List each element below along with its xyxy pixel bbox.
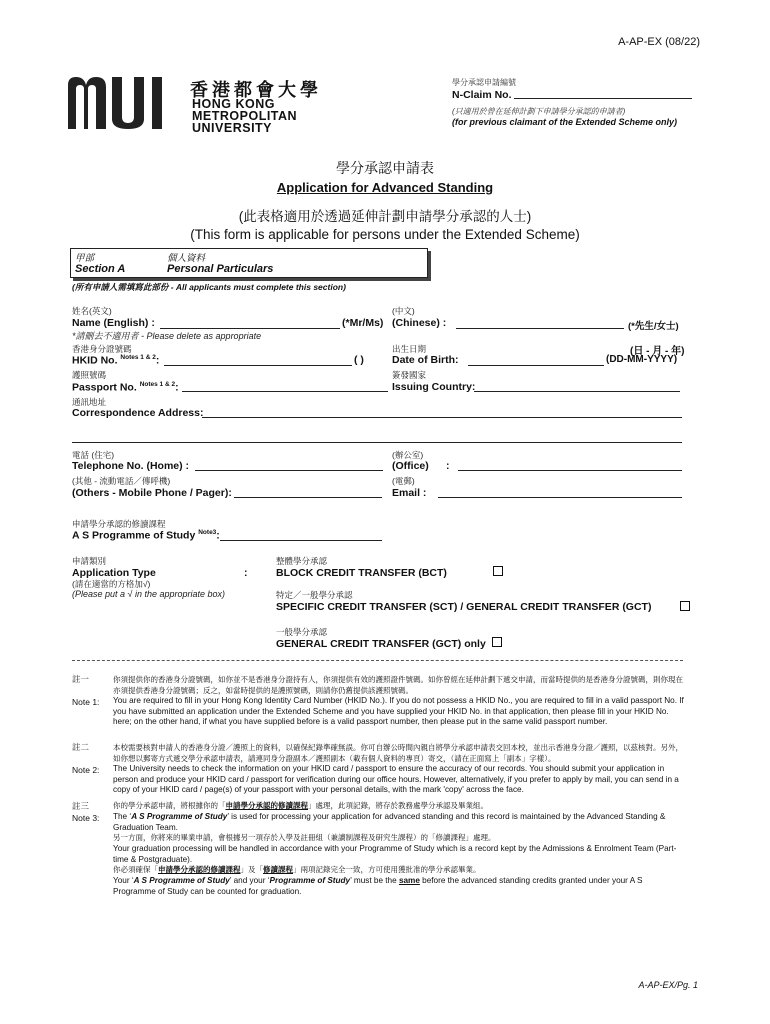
form-title: 學分承認申請表 Application for Advanced Standing (此表格適用於透過延伸計劃申請學分承認的人士) (This form is applicable for persons under the Extended Scheme): [190, 160, 580, 242]
telephone-office-input[interactable]: [458, 470, 682, 471]
address-input-line-1[interactable]: [202, 417, 682, 418]
address-label: Correspondence Address:: [72, 407, 204, 419]
bct-checkbox[interactable]: [493, 566, 503, 576]
telephone-home-label: Telephone No. (Home) :: [72, 460, 190, 472]
claim-number-input[interactable]: [514, 98, 692, 99]
telephone-home-input[interactable]: [195, 470, 383, 471]
passport-input[interactable]: [182, 391, 388, 392]
logo-english-name: HONG KONG METROPOLITAN UNIVERSITY: [192, 97, 298, 135]
telephone-office-label: (Office): [392, 460, 429, 472]
page-footer: A-AP-EX/Pg. 1: [638, 980, 698, 990]
gct-only-checkbox[interactable]: [492, 637, 502, 647]
logo-chinese-name: 香港都會大學: [190, 80, 322, 100]
sct-gct-checkbox[interactable]: [680, 601, 690, 611]
section-a-header: 甲部 個人資料 Section A Personal Particulars: [70, 248, 428, 278]
application-type-label: Application Type: [72, 567, 156, 579]
university-logo-mark: [66, 75, 176, 130]
name-chinese-label: (Chinese) :: [392, 317, 447, 329]
name-english-label: Name (English) :: [72, 317, 155, 329]
mobile-input[interactable]: [234, 497, 382, 498]
gct-only-label: GENERAL CREDIT TRANSFER (GCT) only: [276, 638, 486, 650]
email-label: Email :: [392, 487, 427, 499]
name-chinese-input[interactable]: [456, 328, 624, 329]
passport-label: Passport No. $^{Notes 1 \& 2}$:: [72, 381, 179, 394]
bct-label: BLOCK CREDIT TRANSFER (BCT): [276, 567, 447, 579]
hkid-input[interactable]: [164, 365, 352, 366]
claim-number-block: 學分承認申請編號 N-Claim No. (只適用於曾在延伸計劃下申請學分承認的申請者) (for previous claimant of the Extended Scheme only): [452, 77, 692, 127]
mobile-label: (Others - Mobile Phone / Pager):: [72, 487, 232, 499]
divider: [72, 660, 683, 661]
sct-gct-label: SPECIFIC CREDIT TRANSFER (SCT) / GENERAL CREDIT TRANSFER (GCT): [276, 601, 652, 613]
form-code: A-AP-EX (08/22): [618, 36, 700, 48]
programme-label: A S Programme of Study $^{Note3}$:: [72, 529, 220, 542]
dob-input[interactable]: [468, 365, 604, 366]
issuing-country-label: Issuing Country:: [392, 381, 476, 393]
programme-input[interactable]: [220, 540, 382, 541]
hkid-label: HKID No. $^{Notes 1 \& 2}$:: [72, 354, 160, 367]
issuing-country-input[interactable]: [474, 391, 680, 392]
email-input[interactable]: [438, 497, 682, 498]
address-input-line-2[interactable]: [72, 442, 682, 443]
dob-label: Date of Birth:: [392, 354, 459, 366]
hkid-check-digit[interactable]: ( ): [354, 354, 364, 366]
section-note: (所有申請人需填寫此部份 - All applicants must complete this section): [72, 282, 346, 292]
